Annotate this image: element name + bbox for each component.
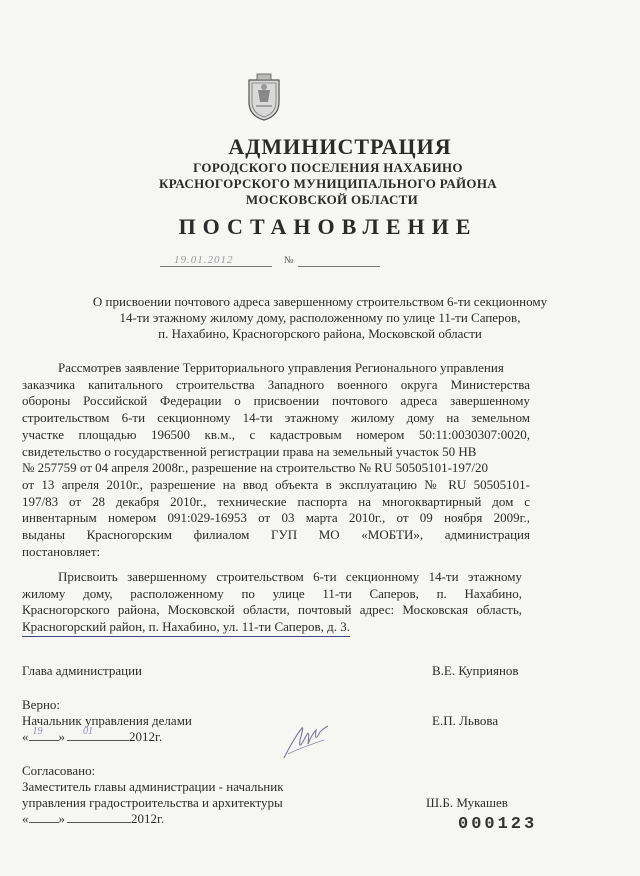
affairs-month: 01 bbox=[83, 726, 93, 737]
affairs-year: 2012г. bbox=[129, 729, 163, 744]
affairs-title: Начальник управления делами bbox=[22, 713, 192, 728]
paragraph-line: 197/83 от 28 декабря 2010г., технические паспорта на многоквартирный дом с bbox=[22, 493, 530, 509]
document-subject bbox=[0, 294, 640, 342]
coat-of-arms-emblem bbox=[246, 72, 282, 122]
deputy-title-line2: управления градостроительства и архитектуры bbox=[22, 795, 283, 810]
paragraph-line: свидетельство о государственной регистрации права на земельный участок 50 НВ bbox=[22, 443, 477, 459]
header-administration: АДМИНИСТРАЦИЯ bbox=[228, 134, 452, 159]
verno-label: Верно: bbox=[22, 697, 61, 712]
paragraph-line: № 257759 от 04 апреля 2008г., разрешение на строительство № RU 50505101-197/20 bbox=[22, 460, 489, 476]
deputy-name: Ш.Б. Мукашев bbox=[426, 795, 508, 810]
paragraph-resolution bbox=[22, 569, 522, 637]
postal-address-line: Красногорский район, п. Нахабино, ул. 11-ти Саперов, д. 3. bbox=[22, 619, 350, 637]
number-sign: № bbox=[284, 255, 294, 266]
paragraph-line: Красногорского района, Московской области, почтовый адрес: Московская область, bbox=[22, 602, 522, 618]
paragraph-line: строительством 6-ти секционному 14-ти этажному жилому дому на земельном bbox=[22, 410, 530, 426]
date-number-line bbox=[160, 254, 380, 270]
agreed-label: Согласовано: bbox=[22, 763, 96, 778]
header-region: МОСКОВСКОЙ ОБЛАСТИ bbox=[245, 192, 419, 207]
handwritten-signature bbox=[280, 718, 334, 764]
deputy-year: 2012г. bbox=[131, 811, 165, 826]
paragraph-line: от 13 апреля 2010г., разрешение на ввод объекта в эксплуатацию № RU 50505101- bbox=[22, 476, 530, 492]
subject-line: О присвоении почтового адреса завершенному строительством 6-ти секционному bbox=[92, 294, 548, 309]
header-district: КРАСНОГОРСКОГО МУНИЦИПАЛЬНОГО РАЙОНА bbox=[159, 176, 497, 191]
paragraph-line: Рассмотрев заявление Территориального управления Регионального управления bbox=[58, 360, 504, 375]
paragraph-line: жилому дому, расположенному по улице 11-ти Саперов, п. Нахабино, bbox=[22, 585, 522, 601]
head-name: В.Е. Куприянов bbox=[432, 663, 519, 678]
document-date: 19.01.2012 bbox=[174, 254, 234, 266]
paragraph-line: обороны Российской Федерации о присвоении почтового адреса завершенному bbox=[22, 393, 530, 409]
subject-line: 14-ти этажному жилому дому, расположенному по улице 11-ти Саперов, bbox=[119, 310, 521, 325]
serial-number: 000123 bbox=[458, 815, 538, 834]
head-title: Глава администрации bbox=[22, 663, 143, 678]
affairs-day: 19 bbox=[32, 726, 43, 737]
paragraph-line: инвентарным номером 091:029-16953 от 03 марта 2010г., от 09 ноября 2009г., bbox=[22, 510, 530, 526]
deputy-date: « » 2012г. bbox=[22, 811, 165, 826]
document-title: ПОСТАНОВЛЕНИЕ bbox=[178, 214, 478, 239]
paragraph-line: Присвоить завершенному строительством 6-ти секционному 14-ти этажному bbox=[58, 569, 522, 584]
paragraph-line: постановляет: bbox=[22, 543, 101, 559]
header-settlement: ГОРОДСКОГО ПОСЕЛЕНИЯ НАХАБИНО bbox=[193, 160, 463, 175]
paragraph-line: заказчика капитального строительства Западного военного округа Министерства bbox=[22, 376, 530, 392]
deputy-title-line1: Заместитель главы администрации - начальник bbox=[22, 779, 284, 794]
affairs-date: « 19 » 01 2012г. bbox=[22, 726, 163, 744]
paragraph-line: участке площадью 196500 кв.м., с кадастровым номером 50:11:0030307:0020, bbox=[22, 426, 530, 442]
subject-line: п. Нахабино, Красногорского района, Московской области bbox=[158, 326, 482, 341]
paragraph-considering bbox=[22, 360, 530, 560]
paragraph-line: выданы Красногорским филиалом ГУП МО «МОБТИ», администрация bbox=[22, 527, 530, 543]
affairs-name: Е.П. Львова bbox=[432, 713, 499, 728]
